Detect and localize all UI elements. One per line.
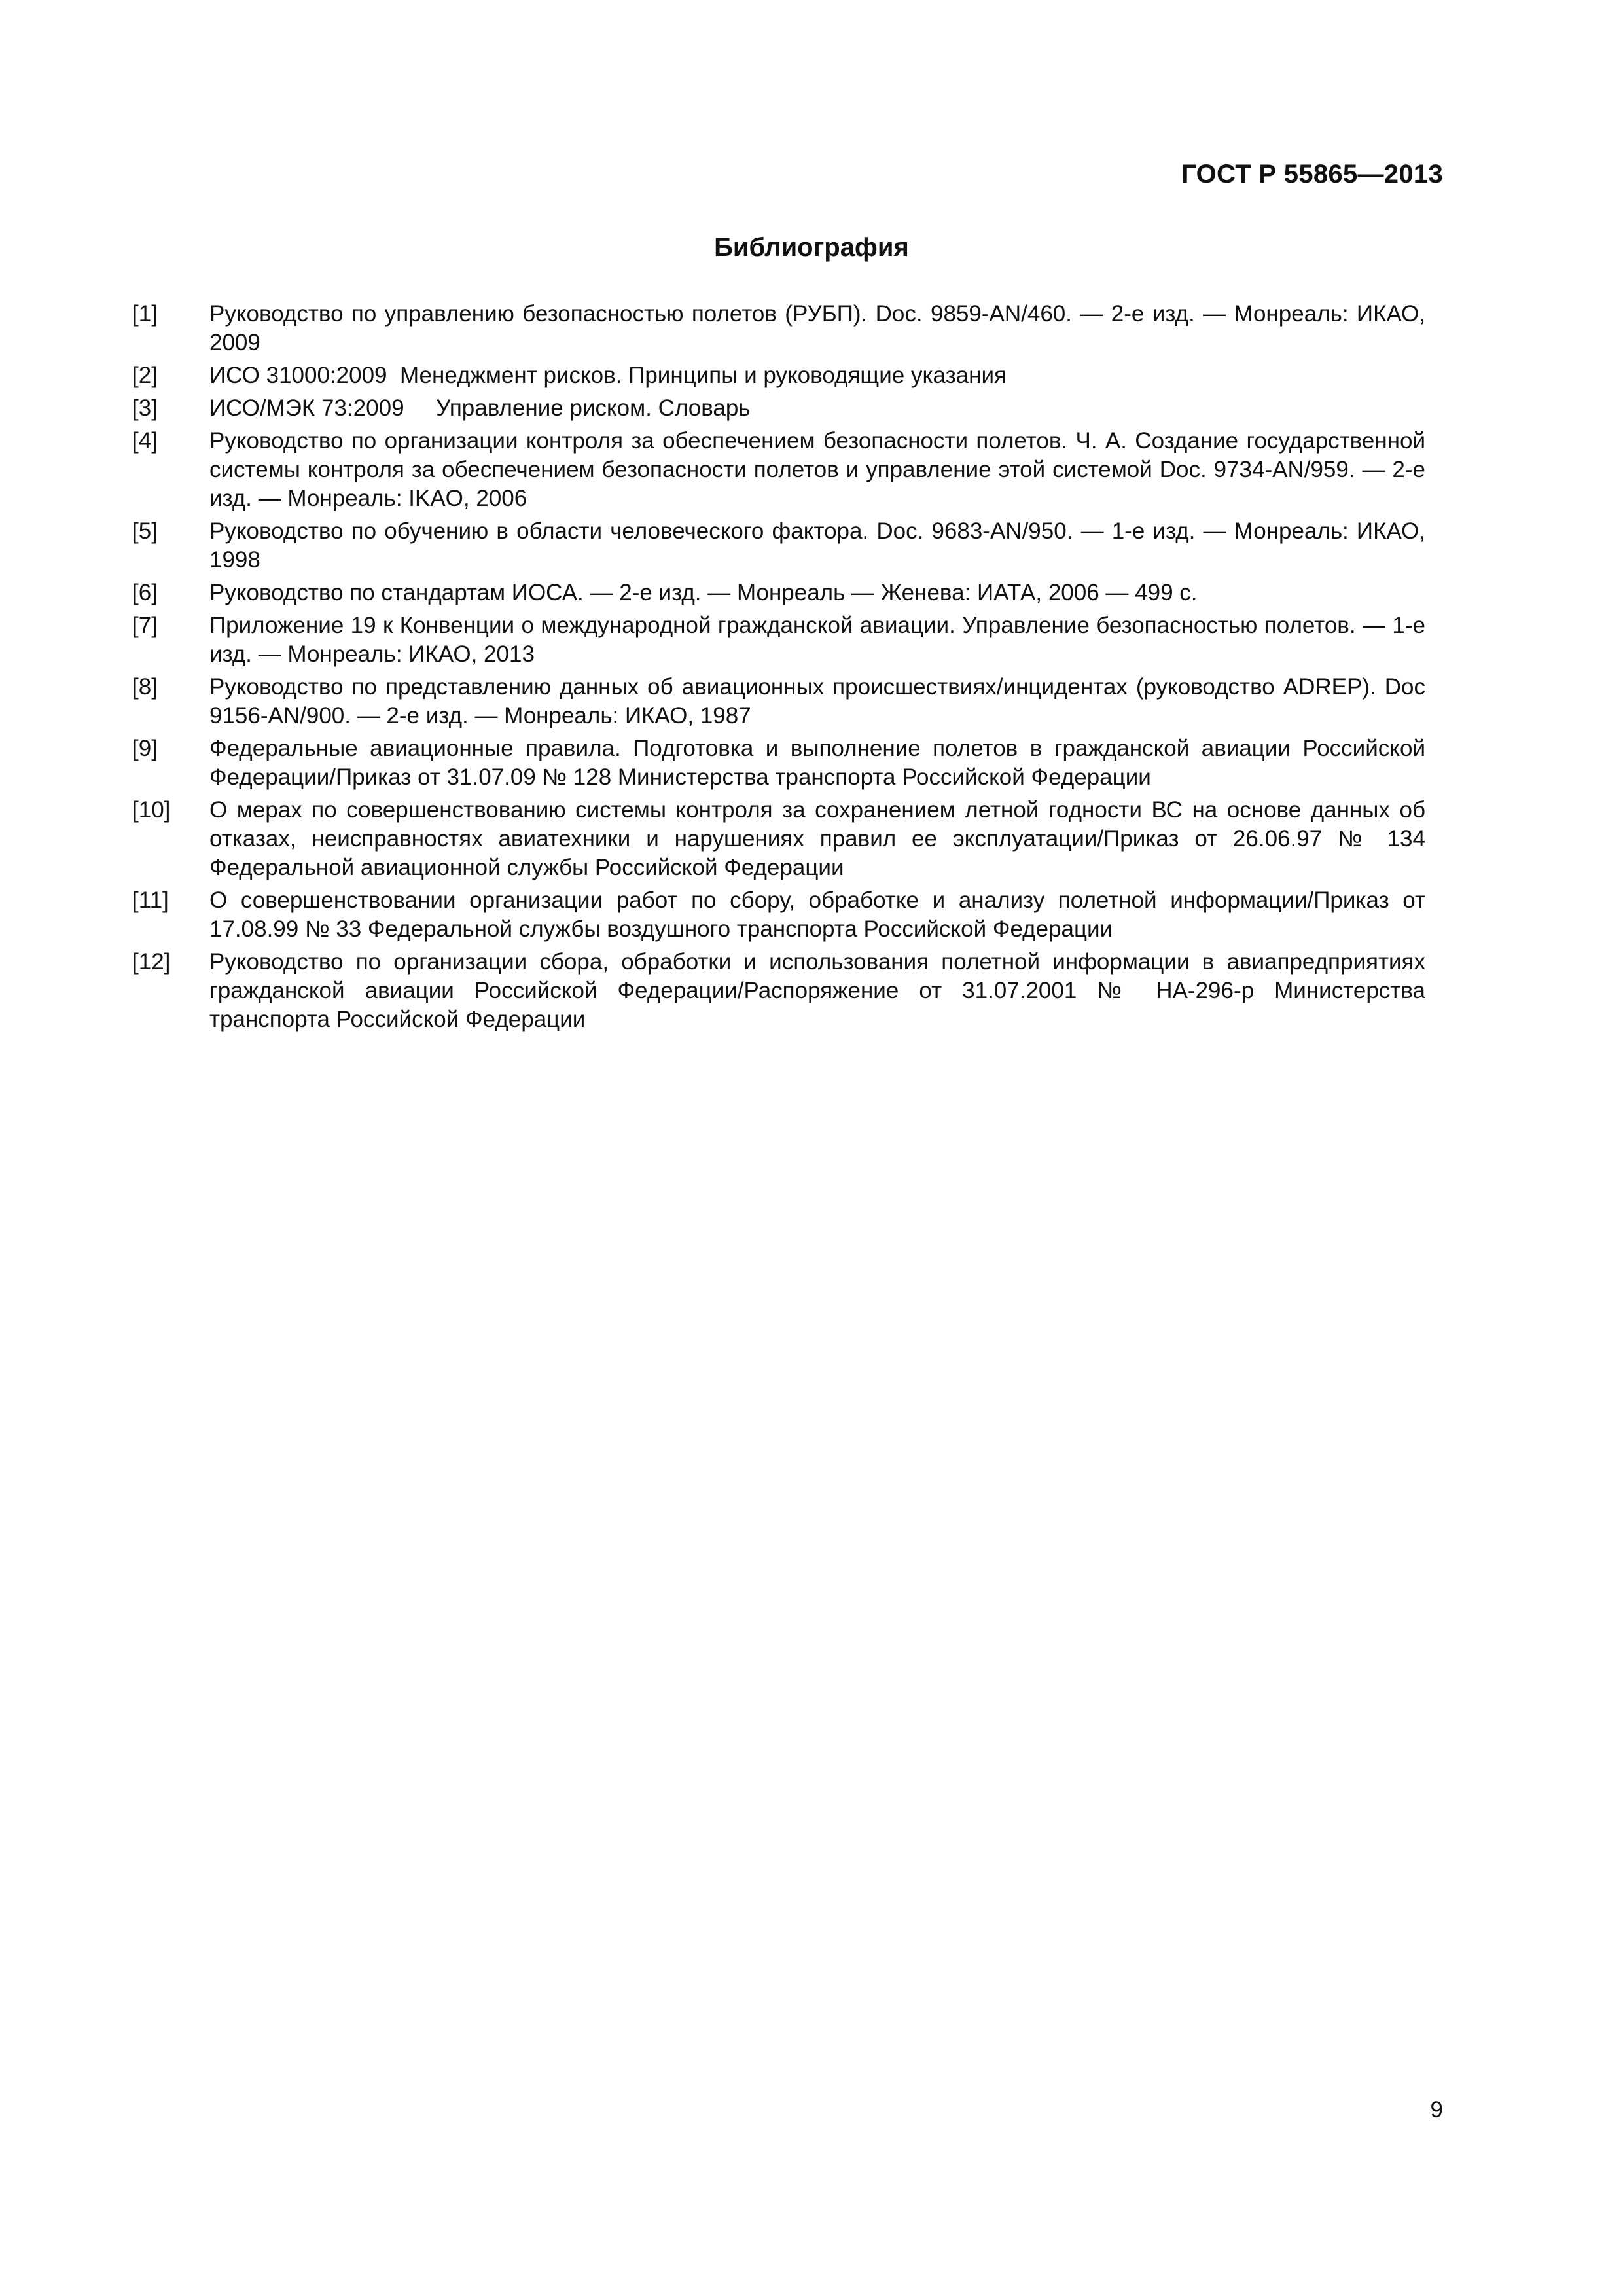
document-code: ГОСТ Р 55865—2013 bbox=[1181, 160, 1443, 188]
bibliography-item-text: ИСО/МЭК 73:2009 Управление риском. Словарь bbox=[209, 395, 751, 421]
bibliography-item bbox=[132, 886, 1425, 944]
page-number: 9 bbox=[1430, 2097, 1443, 2123]
bibliography-item-text: Руководство по обучению в области человеческого фактора. Doc. 9683-AN/950. — 1-е изд. — Монреаль: ИКАО, 1998 bbox=[209, 518, 1425, 573]
bibliography-item-text: Руководство по организации контроля за обеспечением безопасности полетов. Ч. А. Создание государственной системы контроля за обеспечением безопасности полетов и управление этой системой Doc. 9734-AN/959. — 2-е изд. — Монреаль: IKAO, 2006 bbox=[209, 428, 1425, 511]
page-title: Библиография bbox=[714, 233, 909, 262]
bibliography-item-number: [3] bbox=[132, 395, 158, 421]
bibliography-item-text: Федеральные авиационные правила. Подготовка и выполнение полетов в гражданской авиации Российской Федерации/Приказ от 31.07.09 № 128 Министерства транспорта Российской Федерации bbox=[209, 736, 1425, 790]
bibliography-item bbox=[132, 394, 1425, 423]
bibliography-item-number: [11] bbox=[132, 888, 169, 913]
bibliography-item-number: [5] bbox=[132, 518, 158, 544]
bibliography-item-number: [8] bbox=[132, 674, 158, 700]
bibliography-item-text: О мерах по совершенствованию системы контроля за сохранением летной годности ВС на основе данных об отказах, неисправностях авиатехники и нарушениях правил ее эксплуатации/Приказ от 26.06.97 № 134 Федеральной авиационной службы Российской Федерации bbox=[209, 797, 1425, 880]
bibliography-item-text: Приложение 19 к Конвенции о международной гражданской авиации. Управление безопасностью полетов. — 1-е изд. — Монреаль: ИКАО, 2013 bbox=[209, 613, 1425, 667]
bibliography-item bbox=[132, 796, 1425, 882]
bibliography-item-number: [4] bbox=[132, 428, 158, 454]
bibliography-item bbox=[132, 948, 1425, 1034]
bibliography-item-number: [2] bbox=[132, 363, 158, 388]
bibliography-item-text: О совершенствовании организации работ по сбору, обработке и анализу полетной информации/Приказ от 17.08.99 № 33 Федеральной службы воздушного транспорта Российской Федерации bbox=[209, 888, 1425, 942]
bibliography-list bbox=[132, 300, 1425, 1038]
bibliography-item bbox=[132, 517, 1425, 575]
bibliography-item-number: [10] bbox=[132, 797, 171, 823]
bibliography-item bbox=[132, 579, 1425, 607]
bibliography-item-number: [1] bbox=[132, 301, 158, 327]
bibliography-item-text: Руководство по представлению данных об авиационных происшествиях/инцидентах (руководство ADREP). Doc 9156-AN/900. — 2-е изд. — Монреаль: ИКАО, 1987 bbox=[209, 674, 1425, 728]
bibliography-item-text: ИСО 31000:2009 Менеджмент рисков. Принципы и руководящие указания bbox=[209, 363, 1007, 388]
bibliography-item bbox=[132, 361, 1425, 390]
bibliography-item-number: [7] bbox=[132, 613, 158, 638]
bibliography-item-text: Руководство по организации сбора, обработки и использования полетной информации в авиапредприятиях гражданской авиации Российской Федерации/Распоряжение от 31.07.2001 № НА-296-р Министерства транспорта Российской Федерации bbox=[209, 949, 1425, 1032]
bibliography-item bbox=[132, 734, 1425, 792]
bibliography-item bbox=[132, 673, 1425, 730]
bibliography-item-number: [9] bbox=[132, 736, 158, 761]
bibliography-item bbox=[132, 300, 1425, 357]
bibliography-item-number: [6] bbox=[132, 580, 158, 605]
bibliography-item bbox=[132, 427, 1425, 513]
bibliography-item-text: Руководство по стандартам ИОСА. — 2-е изд. — Монреаль — Женева: ИАТА, 2006 — 499 с. bbox=[209, 580, 1198, 605]
bibliography-item-text: Руководство по управлению безопасностью полетов (РУБП). Doc. 9859-AN/460. — 2-е изд. — Монреаль: ИКАО, 2009 bbox=[209, 301, 1425, 355]
bibliography-item bbox=[132, 611, 1425, 669]
bibliography-item-number: [12] bbox=[132, 949, 171, 975]
